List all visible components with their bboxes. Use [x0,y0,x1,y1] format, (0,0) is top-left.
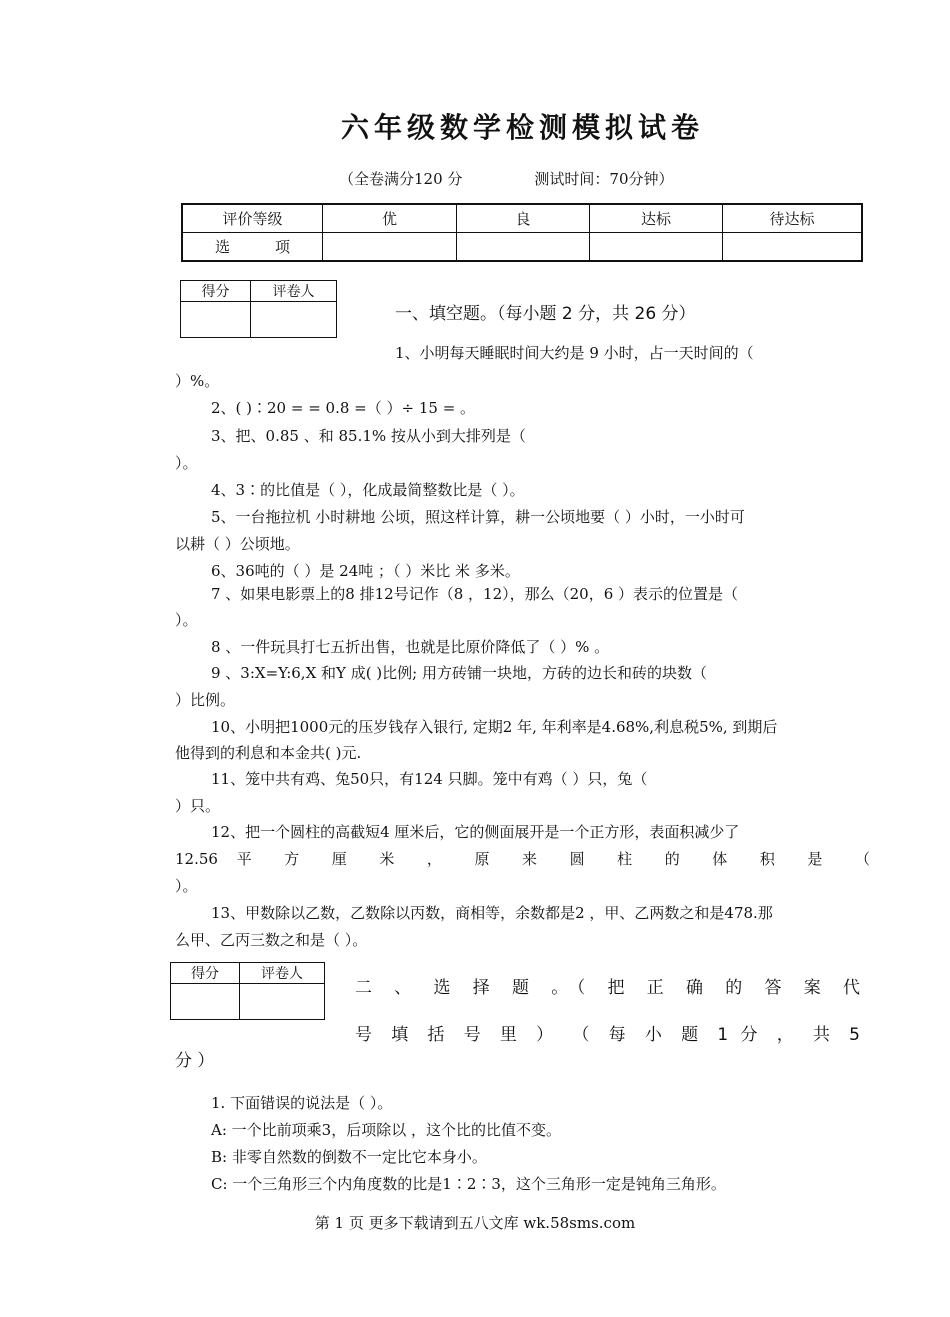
question-line: 么甲、乙丙三数之和是（ ）。 [175,931,368,949]
eval-header-cell: 评价等级 [182,204,323,233]
question-line: 8 、一件玩具打七五折出售，也就是比原价降低了（ ）% 。 [211,638,610,656]
question-line: 4、3∶的比值是（ ），化成最简整数比是（ ）。 [211,481,525,499]
question-line: ）只。 [175,797,221,815]
question-line: ）。 [175,454,198,472]
eval-row-label: 选 项 [182,233,323,262]
score-blank [181,302,251,338]
grader-label: 评卷人 [251,281,337,302]
question-line: 9 、3:X=Y:6,X 和Y 成( )比例; 用方砖铺一块地，方砖的边长和砖的块数（ [211,664,707,682]
score-label: 得分 [171,963,240,984]
question-line: 6、36吨的（ ）是 24吨 ；（ ）米比 米 多米。 [211,562,520,580]
question-line: 2、( )∶20 = = 0.8 =（ ）÷ 15 = 。 [211,399,476,417]
score-blank [171,984,240,1020]
eval-blank-cell [590,233,723,262]
question-line: 7 、如果电影票上的8 排12号记作（8 ，12），那么（20，6 ）表示的位置是（ [211,585,739,603]
question-line: ）。 [175,611,198,629]
evaluation-header-row [182,204,862,233]
eval-blank-cell [323,233,457,262]
page-footer: 第 1 页 更多下载请到五八文库 wk.58sms.com [314,1214,636,1232]
grader-label: 评卷人 [240,963,325,984]
section-2-heading-line-2: 号 填 括 号 里 ） （ 每 小 题 1 分 ， 共 5 [355,1025,860,1045]
evaluation-option-row [182,233,862,262]
eval-header-cell: 待达标 [723,204,863,233]
question-line: 他得到的利息和本金共( )元. [175,744,362,762]
question-line: ）比例。 [175,691,236,709]
test-time: 测试时间：70分钟） [534,170,674,188]
question-line: 5、一台拖拉机 小时耕地 公顷，照这样计算，耕一公顷地要（ ）小时，一小时可 [211,508,745,526]
eval-header-cell: 优 [323,204,457,233]
eval-header-cell: 良 [457,204,590,233]
section-2-heading-line-1: 二 、 选 择 题 。（ 把 正 确 的 答 案 代 [355,978,860,998]
exam-info [339,168,674,189]
eval-blank-cell [457,233,590,262]
question-line: 11、笼中共有鸡、兔50只，有124 只脚。笼中有鸡（ ）只，兔（ [211,770,648,788]
eval-blank-cell [723,233,863,262]
section-1-heading: 一、填空题。（每小题 2 分，共 26 分） [395,304,696,324]
question-line: 3、把、0.85 、和 85.1% 按从小到大排列是（ [211,427,526,445]
question-line: 10、小明把1000元的压岁钱存入银行, 定期2 年, 年利率是4.68%,利息税5%, 到期后 [211,718,778,736]
question-line: 13、甲数除以乙数，乙数除以丙数，商相等，余数都是2 ，甲、乙两数之和是478.那 [211,904,773,922]
full-score: （全卷满分120 分 [339,170,463,188]
grader-blank [240,984,325,1020]
evaluation-table [181,203,863,262]
choice-option-line: A: 一个比前项乘3，后项除以 ，这个比的比值不变。 [211,1121,561,1139]
score-label: 得分 [181,281,251,302]
question-line: ）%。 [175,372,220,390]
choice-option-line: C: 一个三角形三个内角度数的比是1∶2∶3，这个三角形一定是钝角三角形。 [211,1175,726,1193]
question-line: 以耕（ ）公顷地。 [175,535,300,553]
question-line: 12.56 平 方 厘 米 ， 原 来 圆 柱 的 体 积 是 （ [175,850,870,868]
choice-option-line: B: 非零自然数的倒数不一定比它本身小。 [211,1148,487,1166]
eval-header-cell: 达标 [590,204,723,233]
question-line: 12、把一个圆柱的高截短4 厘米后，它的侧面展开是一个正方形，表面积减少了 [211,823,740,841]
page-title: 六年级数学检测模拟试卷 [340,111,704,144]
question-line: ）。 [175,877,198,895]
grader-blank [251,302,337,338]
section-2-heading-line-3: 分 ） [175,1051,215,1071]
question-line: 1、小明每天睡眠时间大约是 9 小时，占一天时间的（ [395,344,754,362]
score-box-2 [170,962,325,1020]
score-box-1 [180,280,337,338]
choice-question-line: 1. 下面错误的说法是（ ）。 [211,1094,393,1112]
